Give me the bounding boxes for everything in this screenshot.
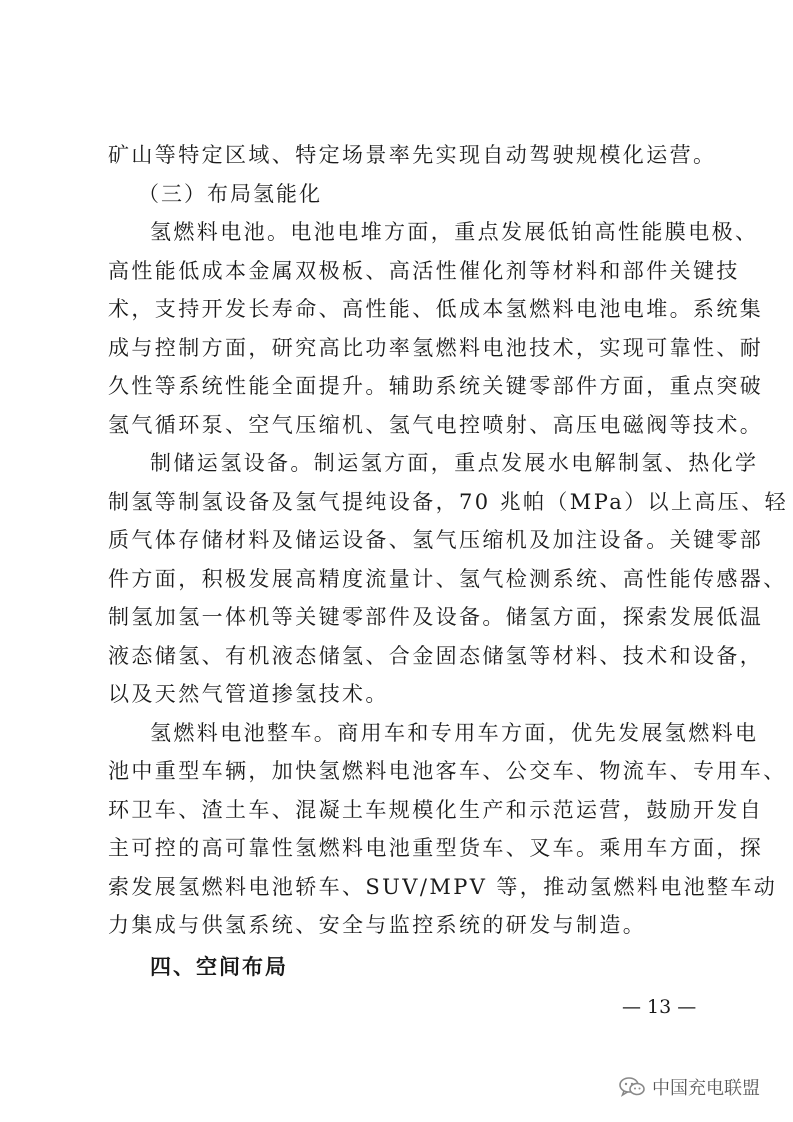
text-line: 件方面，积极发展高精度流量计、氢气检测系统、高性能传感器、	[108, 567, 787, 591]
text-line: 制氢等制氢设备及氢气提纯设备，70 兆帕（MPa）以上高压、轻	[108, 490, 789, 514]
text-line: 质气体存储材料及储运设备、氢气压缩机及加注设备。关键零部	[108, 528, 764, 552]
text-line: 氢气循环泵、空气压缩机、氢气电控喷射、高压电磁阀等技术。	[108, 413, 764, 437]
text-line: 术，支持开发长寿命、高性能、低成本氢燃料电池电堆。系统集	[108, 297, 764, 321]
section-heading: （三）布局氢能化	[138, 182, 322, 206]
wechat-icon	[618, 1076, 646, 1098]
text-line: 久性等系统性能全面提升。辅助系统关键零部件方面，重点突破	[108, 374, 764, 398]
page-number: — 13 —	[622, 996, 697, 1018]
watermark-text: 中国充电联盟	[652, 1078, 760, 1099]
paragraph-start-line: 氢燃料电池整车。商用车和专用车方面，优先发展氢燃料电	[150, 721, 759, 745]
text-line: 成与控制方面，研究高比功率氢燃料电池技术，实现可靠性、耐	[108, 336, 764, 360]
chapter-heading: 四、空间布局	[150, 955, 288, 979]
text-line: 池中重型车辆，加快氢燃料电池客车、公交车、物流车、专用车、	[108, 759, 787, 783]
text-line: 矿山等特定区域、特定场景率先实现自动驾驶规模化运营。	[108, 143, 717, 167]
text-line: 高性能低成本金属双极板、高活性催化剂等材料和部件关键技	[108, 259, 740, 283]
paragraph-start-line: 制储运氢设备。制运氢方面，重点发展水电解制氢、热化学	[150, 451, 759, 475]
watermark	[618, 1073, 760, 1101]
text-line: 环卫车、渣土车、混凝土车规模化生产和示范运营，鼓励开发自	[108, 798, 764, 822]
text-line: 制氢加氢一体机等关键零部件及设备。储氢方面，探索发展低温	[108, 605, 764, 629]
text-line: 主可控的高可靠性氢燃料电池重型货车、叉车。乘用车方面，探	[108, 836, 764, 860]
paragraph-start-line: 氢燃料电池。电池电堆方面，重点发展低铂高性能膜电极、	[150, 220, 759, 244]
text-line: 力集成与供氢系统、安全与监控系统的研发与制造。	[108, 913, 647, 937]
text-line: 以及天然气管道掺氢技术。	[108, 682, 389, 706]
text-line: 索发展氢燃料电池轿车、SUV/MPV 等，推动氢燃料电池整车动	[108, 875, 778, 899]
text-line: 液态储氢、有机液态储氢、合金固态储氢等材料、技术和设备，	[108, 644, 764, 668]
